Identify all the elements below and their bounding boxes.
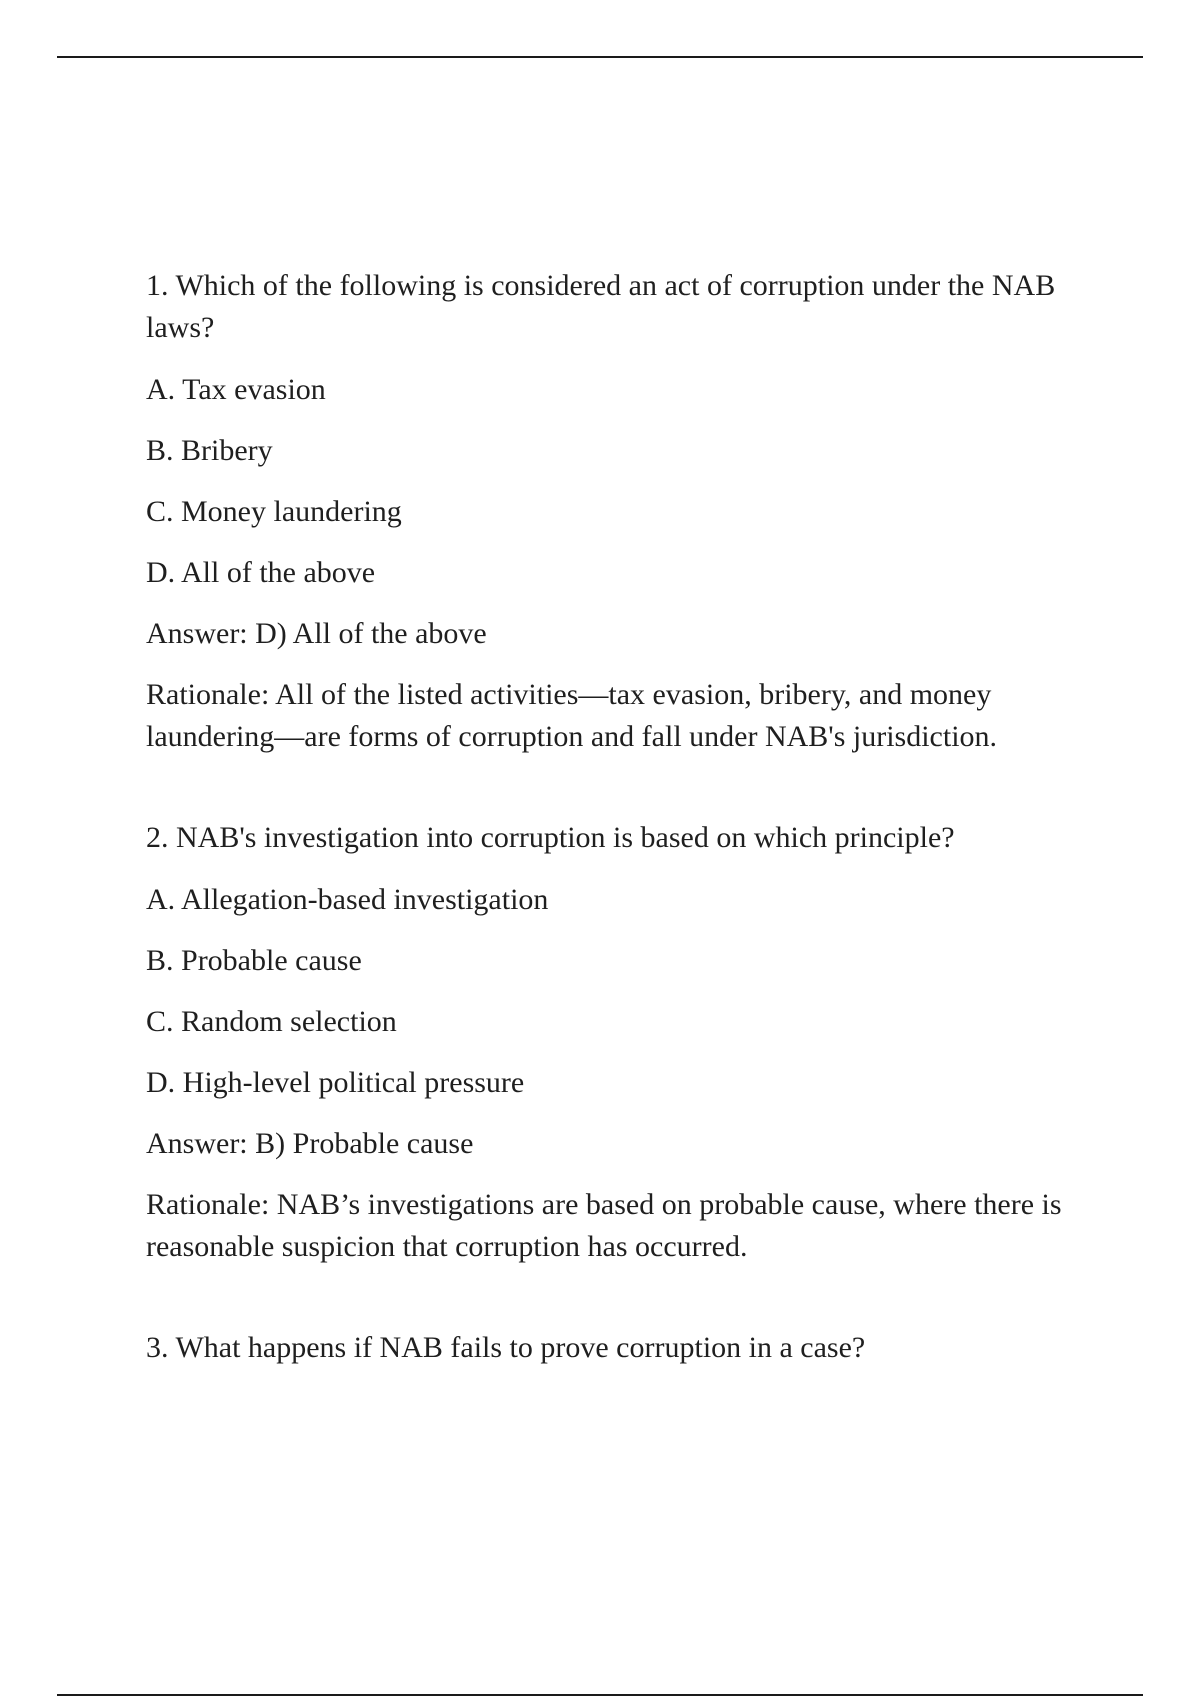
option-b: B. Probable cause — [146, 944, 362, 977]
answer-text: Answer: D) All of the above — [146, 617, 487, 650]
answer-text: Answer: B) Probable cause — [146, 1127, 474, 1160]
question-block-3 — [146, 1327, 1086, 1369]
question-block-2 — [146, 817, 1086, 1268]
option-a: A. Tax evasion — [146, 373, 326, 406]
option-c: C. Money laundering — [146, 495, 402, 528]
document-body — [146, 265, 1086, 1389]
top-rule — [57, 56, 1143, 58]
option-c: C. Random selection — [146, 1005, 397, 1038]
question-block-1 — [146, 265, 1086, 758]
option-b: B. Bribery — [146, 434, 273, 467]
rationale-text: Rationale: All of the listed activities—tax evasion, bribery, and money laundering—are forms of corruption and fall under NAB's jurisdiction. — [146, 678, 998, 753]
question-text: 3. What happens if NAB fails to prove corruption in a case? — [146, 1331, 866, 1364]
question-text: 1. Which of the following is considered an act of corruption under the NAB laws? — [146, 269, 1056, 344]
option-d: D. High-level political pressure — [146, 1066, 525, 1099]
bottom-rule — [57, 1694, 1143, 1696]
option-d: D. All of the above — [146, 556, 376, 589]
option-a: A. Allegation-based investigation — [146, 883, 549, 916]
rationale-text: Rationale: NAB’s investigations are based on probable cause, where there is reasonable suspicion that corruption has occurred. — [146, 1188, 1062, 1263]
question-text: 2. NAB's investigation into corruption is based on which principle? — [146, 821, 955, 854]
